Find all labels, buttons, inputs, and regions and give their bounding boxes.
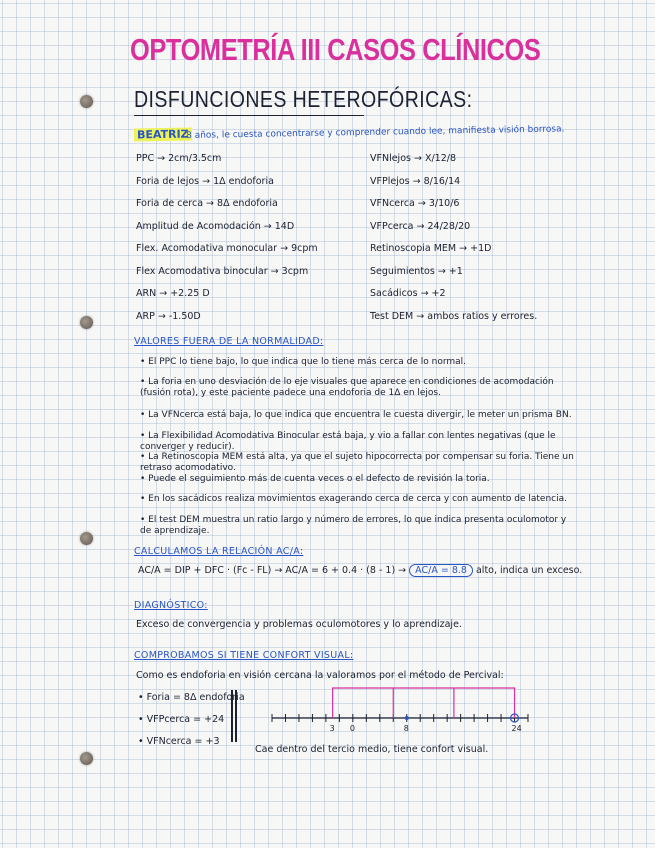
binder-hole [80,752,93,765]
abnormal-value-item [140,474,580,485]
abnormal-value-item [140,431,580,453]
measurement-right-row: Test DEM → ambos ratios y errores. [370,310,538,322]
measurement-right-row: VFPlejos → 8/16/14 [370,175,461,187]
abnormal-value-text: La foria en uno desviación de lo eje visuales que aparece en condiciones de acomodación (fusión rota), y este paciente padece una endoforia de 1Δ en lejos. [140,377,554,398]
binder-hole [80,95,93,108]
section-calculo: CALCULAMOS LA RELACIÓN AC/A: [134,546,304,557]
confort-item-vfp: • VFPcerca = +24 [138,714,225,725]
formula-result: AC/A = 8.8 [409,564,473,577]
abnormal-value-text: En los sacádicos realiza movimientos exagerando cerca de cerca y con aumento de latencia. [148,494,567,504]
number-line-label: 8 [403,724,409,733]
abnormal-value-text: El test DEM muestra un ratio largo y número de errores, lo que indica presenta oculomotor y de aprendizaje. [140,515,567,536]
measurement-right-row: Sacádicos → +2 [370,288,446,299]
aca-formula [138,565,582,576]
measurement-left-row: ARN → +2.25 D [136,288,210,299]
bullet-marker: • [140,410,149,420]
abnormal-value-item [140,494,580,505]
section-diagnostico: DIAGNÓSTICO: [134,600,208,611]
measurement-left-row: Amplitud de Acomodación → 14D [136,220,295,232]
measurement-left-row: Foria de lejos → 1Δ endoforia [136,175,274,187]
bullet-marker: • [140,377,149,387]
abnormal-value-item [140,357,580,368]
confort-intro: Como es endoforia en visión cercana la valoramos por el método de Percival: [136,670,504,681]
formula-suffix: alto, indica un exceso. [475,565,583,576]
number-line-label: 0 [349,724,355,733]
bullet-marker: • [140,357,149,367]
measurement-right-row: Retinoscopia MEM → +1D [370,243,492,254]
patient-intro: 8 años, le cuesta concentrarse y comprender cuando lee, manifiesta visión borrosa. [186,124,565,141]
measurement-left-row: Foria de cerca → 8Δ endoforia [136,198,278,209]
measurement-right-row: VFNlejos → X/12/8 [370,153,456,164]
number-line-label: 24 [511,724,522,733]
abnormal-value-text: Puede el seguimiento más de cuenta veces o el defecto de revisión la toria. [148,474,490,484]
abnormal-value-text: La Flexibilidad Acomodativa Binocular está baja, y vio a fallar con lentes negativas (que le converger y reducir). [140,431,556,452]
section-confort: COMPROBAMOS SI TIENE CONFORT VISUAL: [134,650,354,661]
binder-hole [80,316,93,329]
abnormal-value-text: La Retinoscopia MEM está alta, ya que el sujeto hipocorrecta por compensar su foria. Tiene un retraso acomodativo. [140,452,574,473]
bullet-marker: • [140,515,149,525]
abnormal-value-text: La VFNcerca está baja, lo que indica que encuentra le cuesta divergir, le meter un prisma BN. [148,410,572,420]
section-valores: VALORES FUERA DE LA NORMALIDAD: [134,336,324,347]
bullet-marker: • [140,494,149,504]
confort-item-vfn: • VFNcerca = +3 [138,736,220,747]
page-subtitle: DISFUNCIONES HETEROFÓRICAS: [134,86,473,112]
confort-item-foria: • Foria = 8Δ endoforia [138,692,245,703]
bullet-marker: • [140,431,149,441]
abnormal-value-item [140,410,580,421]
formula-text: AC/A = DIP + DFC · (Fc - FL) → AC/A = 6 + 0.4 · (8 - 1) → [138,565,407,576]
abnormal-value-item [140,452,580,474]
subtitle-underline [134,115,364,116]
binder-hole [80,532,93,545]
measurement-left-row: Flex Acomodativa binocular → 3cpm [136,265,309,277]
measurement-right-row: VFNcerca → 3/10/6 [370,198,460,209]
patient-name: BEATRIZ [134,127,192,141]
measurement-left-row: PPC → 2cm/3.5cm [136,153,222,164]
measurement-left-row: Flex. Acomodativa monocular → 9cpm [136,243,318,254]
abnormal-value-item [140,377,580,399]
number-line-label: 3 [329,724,335,733]
measurement-right-row: Seguimientos → +1 [370,265,463,277]
page-title: OPTOMETRÍA III CASOS CLÍNICOS [130,32,541,67]
abnormal-value-item [140,515,580,537]
measurement-left-row: ARP → -1.50D [136,310,201,322]
bullet-marker: • [140,474,149,484]
bullet-marker: • [140,452,149,462]
diagnosis-text: Exceso de convergencia y problemas oculomotores y lo aprendizaje. [136,619,462,630]
measurement-right-row: VFPcerca → 24/28/20 [370,220,471,232]
confort-conclusion: Cae dentro del tercio medio, tiene confort visual. [255,744,489,755]
abnormal-value-text: El PPC lo tiene bajo, lo que indica que lo tiene más cerca de lo normal. [148,357,467,367]
